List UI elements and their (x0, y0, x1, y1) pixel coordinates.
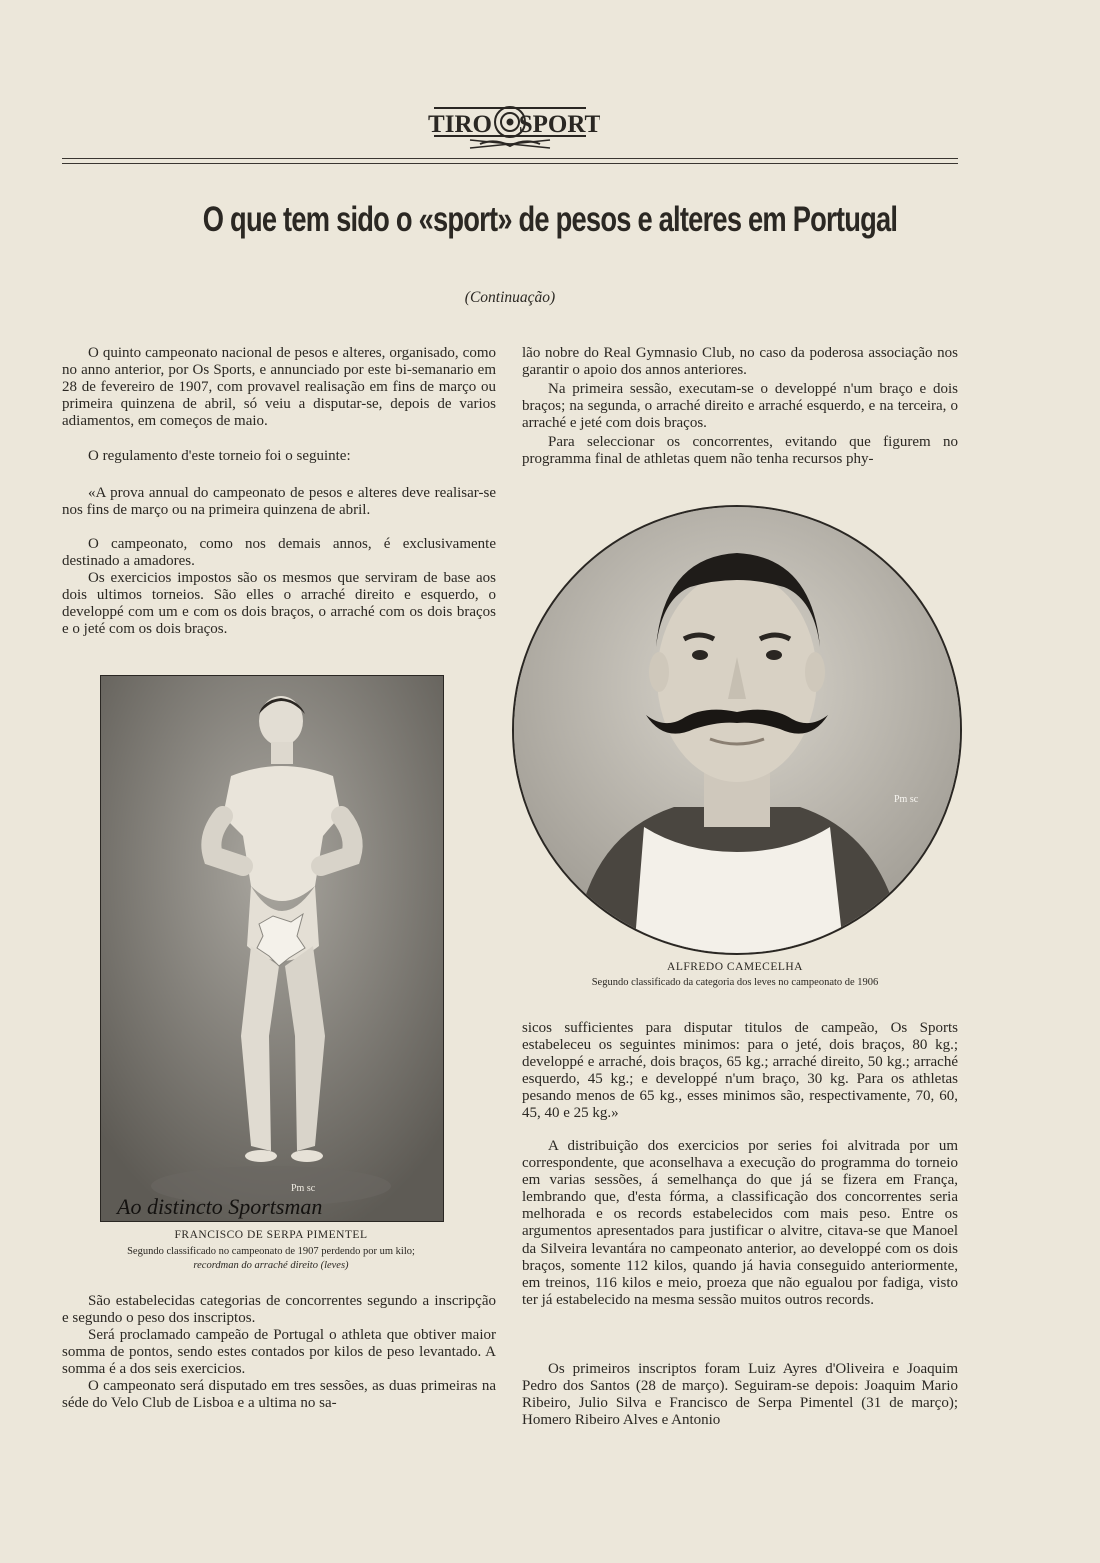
paragraph: lão nobre do Real Gymnasio Club, no caso da poderosa associação nos garantir o apoio dos annos anteriores. (522, 345, 958, 379)
engraver-mark: Pm sc (291, 1183, 316, 1194)
photo-caption-line: recordman do arraché direito (leves) (193, 1260, 349, 1271)
paragraph: O campeonato será disputado em tres sessões, as duas primeiras na séde do Velo Club de Lisboa e a ultima no sa- (62, 1378, 496, 1412)
header-rule (62, 158, 958, 159)
paragraph: O quinto campeonato nacional de pesos e alteres, organisado, como no anno anterior, por Os Sports, e annunciado por este bi-semanario em 28 de fevereiro de 1907, com provavel realisação em fins de março ou primeira quinzena de abril, só veiu a disputar-se, depois de varios adiamentos, em começos de maio. (62, 345, 496, 430)
athlete-photograph (100, 675, 444, 1222)
paragraph: A distribuição dos exercicios por series foi alvitrada por um correspondente, que aconselhava a execução do programma do torneio em varias sessões, á semelhança do que já se fizera em França, lembrando que, d'esta fórma, a classificação dos concorrentes seria melhorada e os records estabelecidos com mais peso. Entre os argumentos apresentados para justificar o alvitre, citava-se que Manoel da Silveira levantára no campeonato anterior, ao developpé com os dois braços, somente 112 kilos, quando já havia conseguido anteriormente, em treinos, 116 kilos e meio, proeza que não egualou por fadiga, visto ter já estabelecido na mesma sessão muitos outros records. (522, 1138, 958, 1308)
continuation-label: (Continuação) (464, 289, 556, 306)
portrait-photograph (512, 505, 962, 955)
photo-caption-name: ALFREDO CAMECELHA (667, 961, 803, 973)
engraver-mark: Pm sc (894, 794, 919, 805)
photo-inscription: Ao distincto Sportsman (117, 1194, 323, 1219)
article-title: O que tem sido o «sport» de pesos e alteres em Portugal (202, 200, 898, 239)
paragraph: sicos sufficientes para disputar titulos de campeão, Os Sports estabeleceu os seguintes minimos: para o jeté, dois braços, 80 kg.; developpé e arraché, dois braços, 65 kg.; arraché direito, 50 kg.; arraché esquerdo, 45 kg.; e developpé n'um braço, 30 kg. Para os athletas pesando menos de 65 kg., esses minimos são, respectivamente, 70, 60, 45, 40 e 25 kg.» (522, 1020, 958, 1122)
quote-paragraph: O campeonato, como nos demais annos, é exclusivamente destinado a amadores. (62, 536, 496, 570)
photo-caption-line: Segundo classificado no campeonato de 1907 perdendo por um kilo; (127, 1246, 415, 1257)
paragraph: São estabelecidas categorias de concorrentes segundo a inscripção e segundo o peso dos inscriptos. (62, 1293, 496, 1327)
paragraph: Os primeiros inscriptos foram Luiz Ayres d'Oliveira e Joaquim Pedro dos Santos (28 de março). Seguiram-se depois: Joaquim Mario Ribeiro, Julio Silva e Francisco de Serpa Pimentel (31 de março); Homero Ribeiro Alves e Antonio (522, 1361, 958, 1429)
photo-caption-line: Segundo classificado da categoria dos leves no campeonato de 1906 (591, 977, 879, 988)
paragraph: Será proclamado campeão de Portugal o athleta que obtiver maior somma de pontos, sendo estes contados por kilos de peso levantado. A somma é a dos seis exercicios. (62, 1327, 496, 1378)
quote-paragraph: «A prova annual do campeonato de pesos e alteres deve realisar-se nos fins de março ou na primeira quinzena de abril. (62, 485, 496, 519)
svg-text:TIRO: TIRO (428, 111, 492, 138)
masthead-logo (420, 100, 600, 152)
paragraph: Na primeira sessão, executam-se o developpé n'um braço e dois braços; na segunda, o arraché direito e arraché esquerdo, e na terceira, o arraché e jeté com dois braços. (522, 381, 958, 432)
quote-paragraph: Os exercicios impostos são os mesmos que serviram de base aos dois ultimos torneios. São elles o arraché direito e esquerdo, o developpé com um e com os dois braços, o arraché com os dois braços e o jeté com os dois braços. (62, 570, 496, 638)
paragraph: Para seleccionar os concorrentes, evitando que figurem no programma final de athletas quem não tenha recursos phy- (522, 434, 958, 468)
photo-caption-name: FRANCISCO DE SERPA PIMENTEL (174, 1229, 368, 1241)
header-rule (62, 163, 958, 164)
paragraph: O regulamento d'este torneio foi o seguinte: (88, 448, 351, 464)
svg-text:SPORT: SPORT (518, 111, 600, 138)
